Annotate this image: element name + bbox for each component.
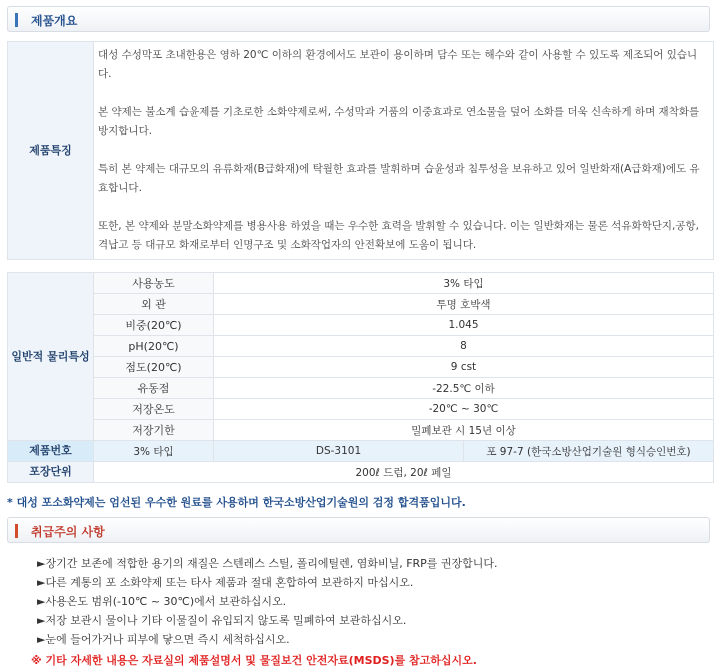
product-type: 3% 타입 [94,441,214,462]
overview-header [7,6,710,32]
property-name: 저장기한 [94,420,214,441]
quality-note: * 대성 포소화약제는 엄선된 우수한 원료를 사용하며 한국소방산업기술원의 검정 합격품입니다. [7,496,466,509]
features-paragraph: 특히 본 약제는 대규모의 유류화재(B급화재)에 탁월한 효과를 발휘하며 습윤성과 침투성을 보유하고 있어 일반화재(A급화재)에도 유효합니다. [98,163,700,194]
property-name: 점도(20℃) [94,357,214,378]
property-value: 투명 호박색 [214,294,714,315]
property-name: 저장온도 [94,399,214,420]
property-value: 1.045 [214,315,714,336]
property-name: 유동점 [94,378,214,399]
caution-item: ►눈에 들어가거나 피부에 닿으면 즉시 세척하십시오. [37,633,290,646]
caution-item: ►저장 보관시 물이나 기타 이물질이 유입되지 않도록 밀폐하여 보관하십시오. [37,614,407,627]
property-value: 밀폐보관 시 15년 이상 [214,420,714,441]
properties-table [7,272,714,483]
features-paragraph: 대성 수성막포 초내한용은 영하 20℃ 이하의 환경에서도 보관이 용이하며 담수 또는 해수와 같이 사용할 수 있도록 제조되어 있습니다. [98,49,698,80]
caution-title: 취급주의 사항 [31,525,105,539]
features-table [7,41,714,260]
property-name: 비중(20℃) [94,315,214,336]
approval-number: 포 97-7 (한국소방산업기술원 형식승인번호) [464,441,714,462]
properties-group-label [8,273,94,441]
features-label: 제품특징 [8,42,94,260]
header-accent-bar [15,524,18,538]
overview-title: 제품개요 [31,14,78,28]
caution-header [7,517,710,543]
msds-note: ※ 기타 자세한 내용은 자료실의 제품설명서 및 물질보건 안전자료(MSDS)를 참고하십시오. [31,654,477,667]
packaging-value: 200ℓ 드럼, 20ℓ 페일 [94,462,714,483]
property-value: -22.5℃ 이하 [214,378,714,399]
property-name: 외 관 [94,294,214,315]
property-value: -20℃ ~ 30℃ [214,399,714,420]
property-value: 3% 타입 [214,273,714,294]
product-number-label: 제품번호 [8,441,94,462]
caution-list [37,554,498,649]
product-code: DS-3101 [214,441,464,462]
property-value: 8 [214,336,714,357]
properties-group-label-text: 일반적 물리특성 [11,349,90,363]
caution-item: ►사용온도 범위(-10℃ ~ 30℃)에서 보관하십시오. [37,595,287,608]
features-text [94,42,714,260]
property-name: 사용농도 [94,273,214,294]
property-value: 9 cst [214,357,714,378]
packaging-label: 포장단위 [8,462,94,483]
caution-item: ►다른 계통의 포 소화약제 또는 타사 제품과 절대 혼합하여 보관하지 마십시오. [37,576,414,589]
caution-item: ►장기간 보존에 적합한 용기의 재질은 스텐레스 스틸, 폴리에틸렌, 염화비닐, FRP를 권장합니다. [37,557,498,570]
features-paragraph: 본 약제는 불소계 습윤제를 기초로한 소화약제로써, 수성막과 거품의 이중효과로 연소물을 덮어 소화를 더욱 신속하게 하며 재착화를 방지합니다. [98,106,700,137]
property-name: pH(20℃) [94,336,214,357]
header-accent-bar [15,13,18,27]
features-paragraph: 또한, 본 약제와 분말소화약제를 병용사용 하였을 때는 우수한 효력을 발휘할 수 있습니다. 이는 일반화재는 물론 석유화학단지,공항,격납고 등 대규모 화재로부터 인명구조 및 소화작업자의 안전확보에 도움이 됩니다. [98,220,699,251]
